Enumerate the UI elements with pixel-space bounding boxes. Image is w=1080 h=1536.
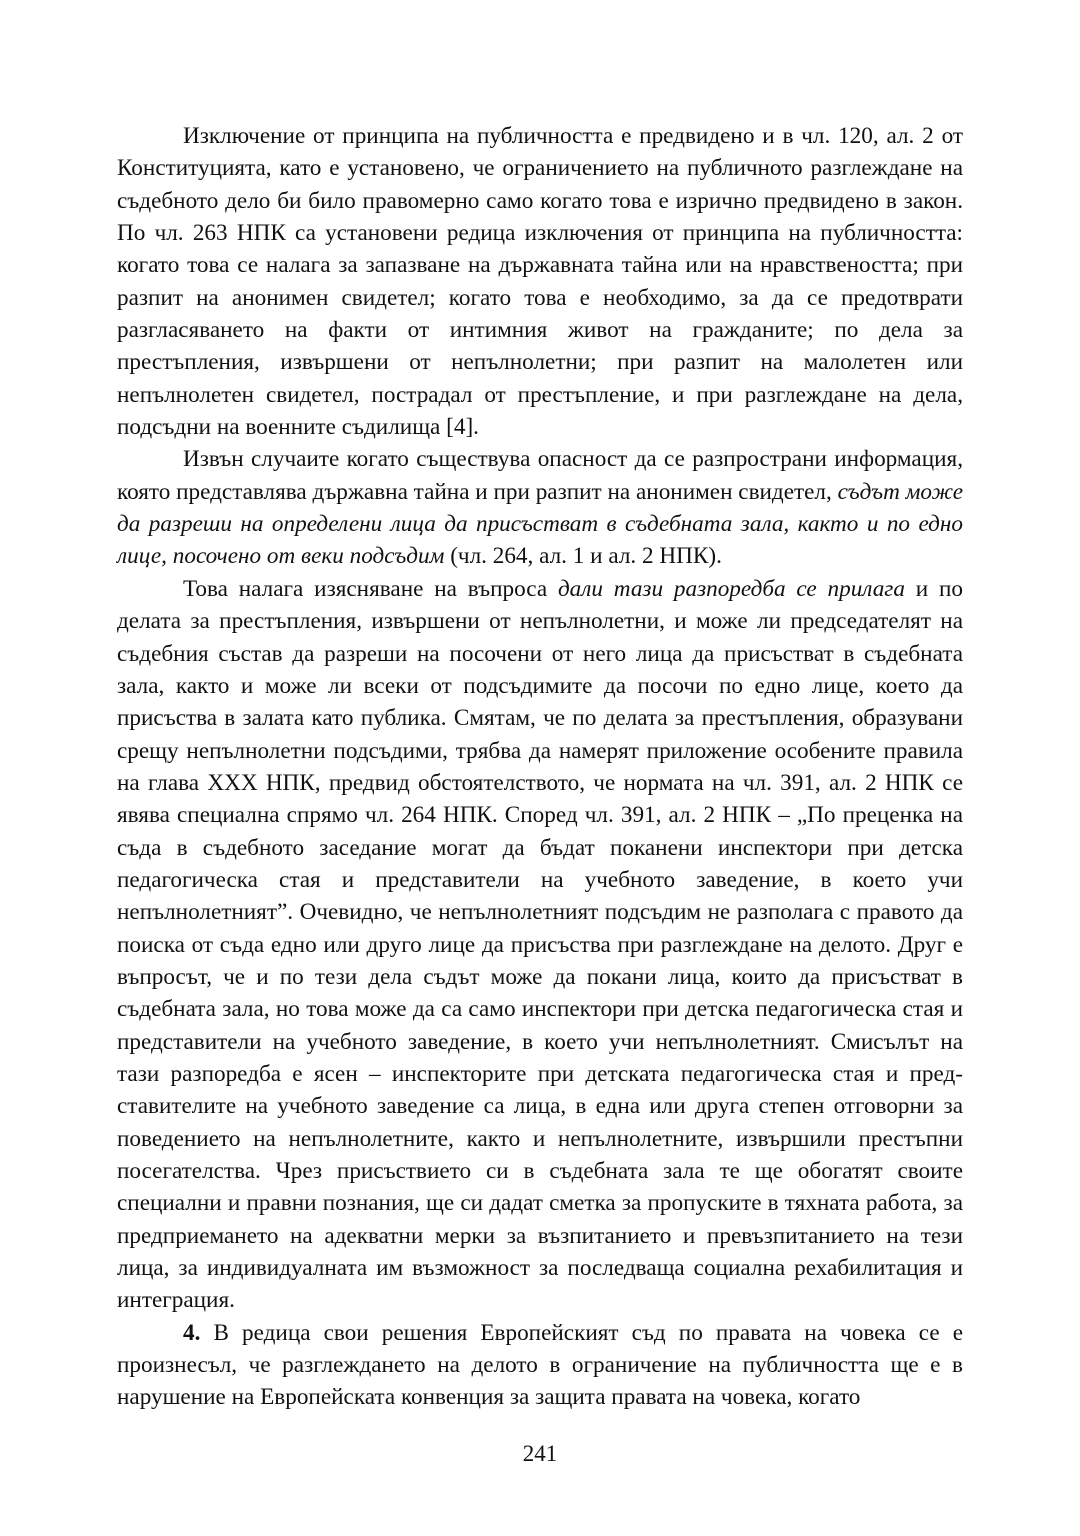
paragraph-publicity-exceptions [117,120,963,443]
body-text [117,120,963,1414]
paragraph-echr-decisions [117,1317,963,1414]
page-number: 241 [522,1441,558,1466]
paragraph-juvenile-cases [117,573,963,1317]
italic-text-run: съдът може да разреши на определени лица да присъстват в съдебната зала, както и по едно лице, посочено от веки подсъдим [117,478,964,570]
section-number: 4. [183,1319,201,1346]
text-run: Това налага изясняване на въпроса [183,575,558,602]
text-run: Извън случаите когато съществува опасност да се разпространи информация, която представлява държавна тайна и при разпит на анонимен свидетел, [117,446,963,505]
text-run: В редица свои решения Европейският съд по правата на човека се е произнесъл, че разглеждането на делото в ограничение на публичността ще е в нарушение на Европейската конвенция за защита правата на човека, когато [117,1319,963,1411]
text-run: (чл. 264, ал. 1 и ал. 2 НПК). [444,543,722,570]
paragraph-court-may-permit [117,443,963,572]
text-run: и по делата за престъпления, извършени от непълнолетни, и може ли председателят на съдебния състав да разреши на посочени от него лица да присъстват в съдебната зала, както и може ли всеки от подсъдимите да посочи по едно лице, което да присъства в залата като публика. Смятам, че по делата за престъпления, образувани срещу непълнолетни подсъдими, трябва да намерят приложение особените правила на глава XXX НПК, предвид обстоятелството, че нормата на чл. 391, ал. 2 НПК се явява специална спрямо чл. 264 НПК. Според чл. 391, ал. 2 НПК – „По преценка на съда в съдебното заседание могат да бъдат поканени инспектори при детска педагогическа стая и представители на учебното заведение, в което учи непълнолетният”. Очевидно, че непълнолетният подсъдим не разполага с правото да поиска от съда едно или друго лице да присъства при разглеждане на делото. Друг е въпросът, че и по тези дела съдът може да покани лица, които да присъстват в съдебната зала, но това може да са само инспектори при детска педагогическа стая и представители на учебното заведение, в което учи непълнолетният. Смисълът на тази разпоредба е ясен – инспекторите при детската педагогическа стая и представителите на учебното заведение са лица, в една или друга степен отговорни за поведението на непълнолетните, както и непълнолетните, извършили престъпни посегателства. Чрез присъствието си в съдебната зала те ще обогатят своите специални и правни познания, ще си дадат сметка за пропуските в тяхната работа, за предприемането на адекватни мерки за възпитанието и превъзпитанието на тези лица, за индивидуалната им възможност за последваща социална рехабилитация и интеграция. [117,575,963,1314]
italic-text-run: дали тази разпоредба се прилага [557,575,905,602]
text-run: Изключение от принципа на публичността е предвидено и в чл. 120, ал. 2 от Конституцията, като е установено, че ограничението на публичното разглеждане на съдебното дело би било правомерно само когато това е изрично предвидено в закон. По чл. 263 НПК са установени редица изключения от принципа на публичността: когато това се налага за запазване на държавната тайна или на нравствеността; при разпит на анонимен свидетел; когато това е необходимо, за да се предотврати разгласяването на факти от интимния живот на гражданите; по дела за престъпления, извършени от непълнолетни; при разпит на малолетен или непълнолетен свидетел, пострадал от престъпление, и при разглеждане на дела, подсъдни на военните съдилища [4]. [117,123,963,441]
